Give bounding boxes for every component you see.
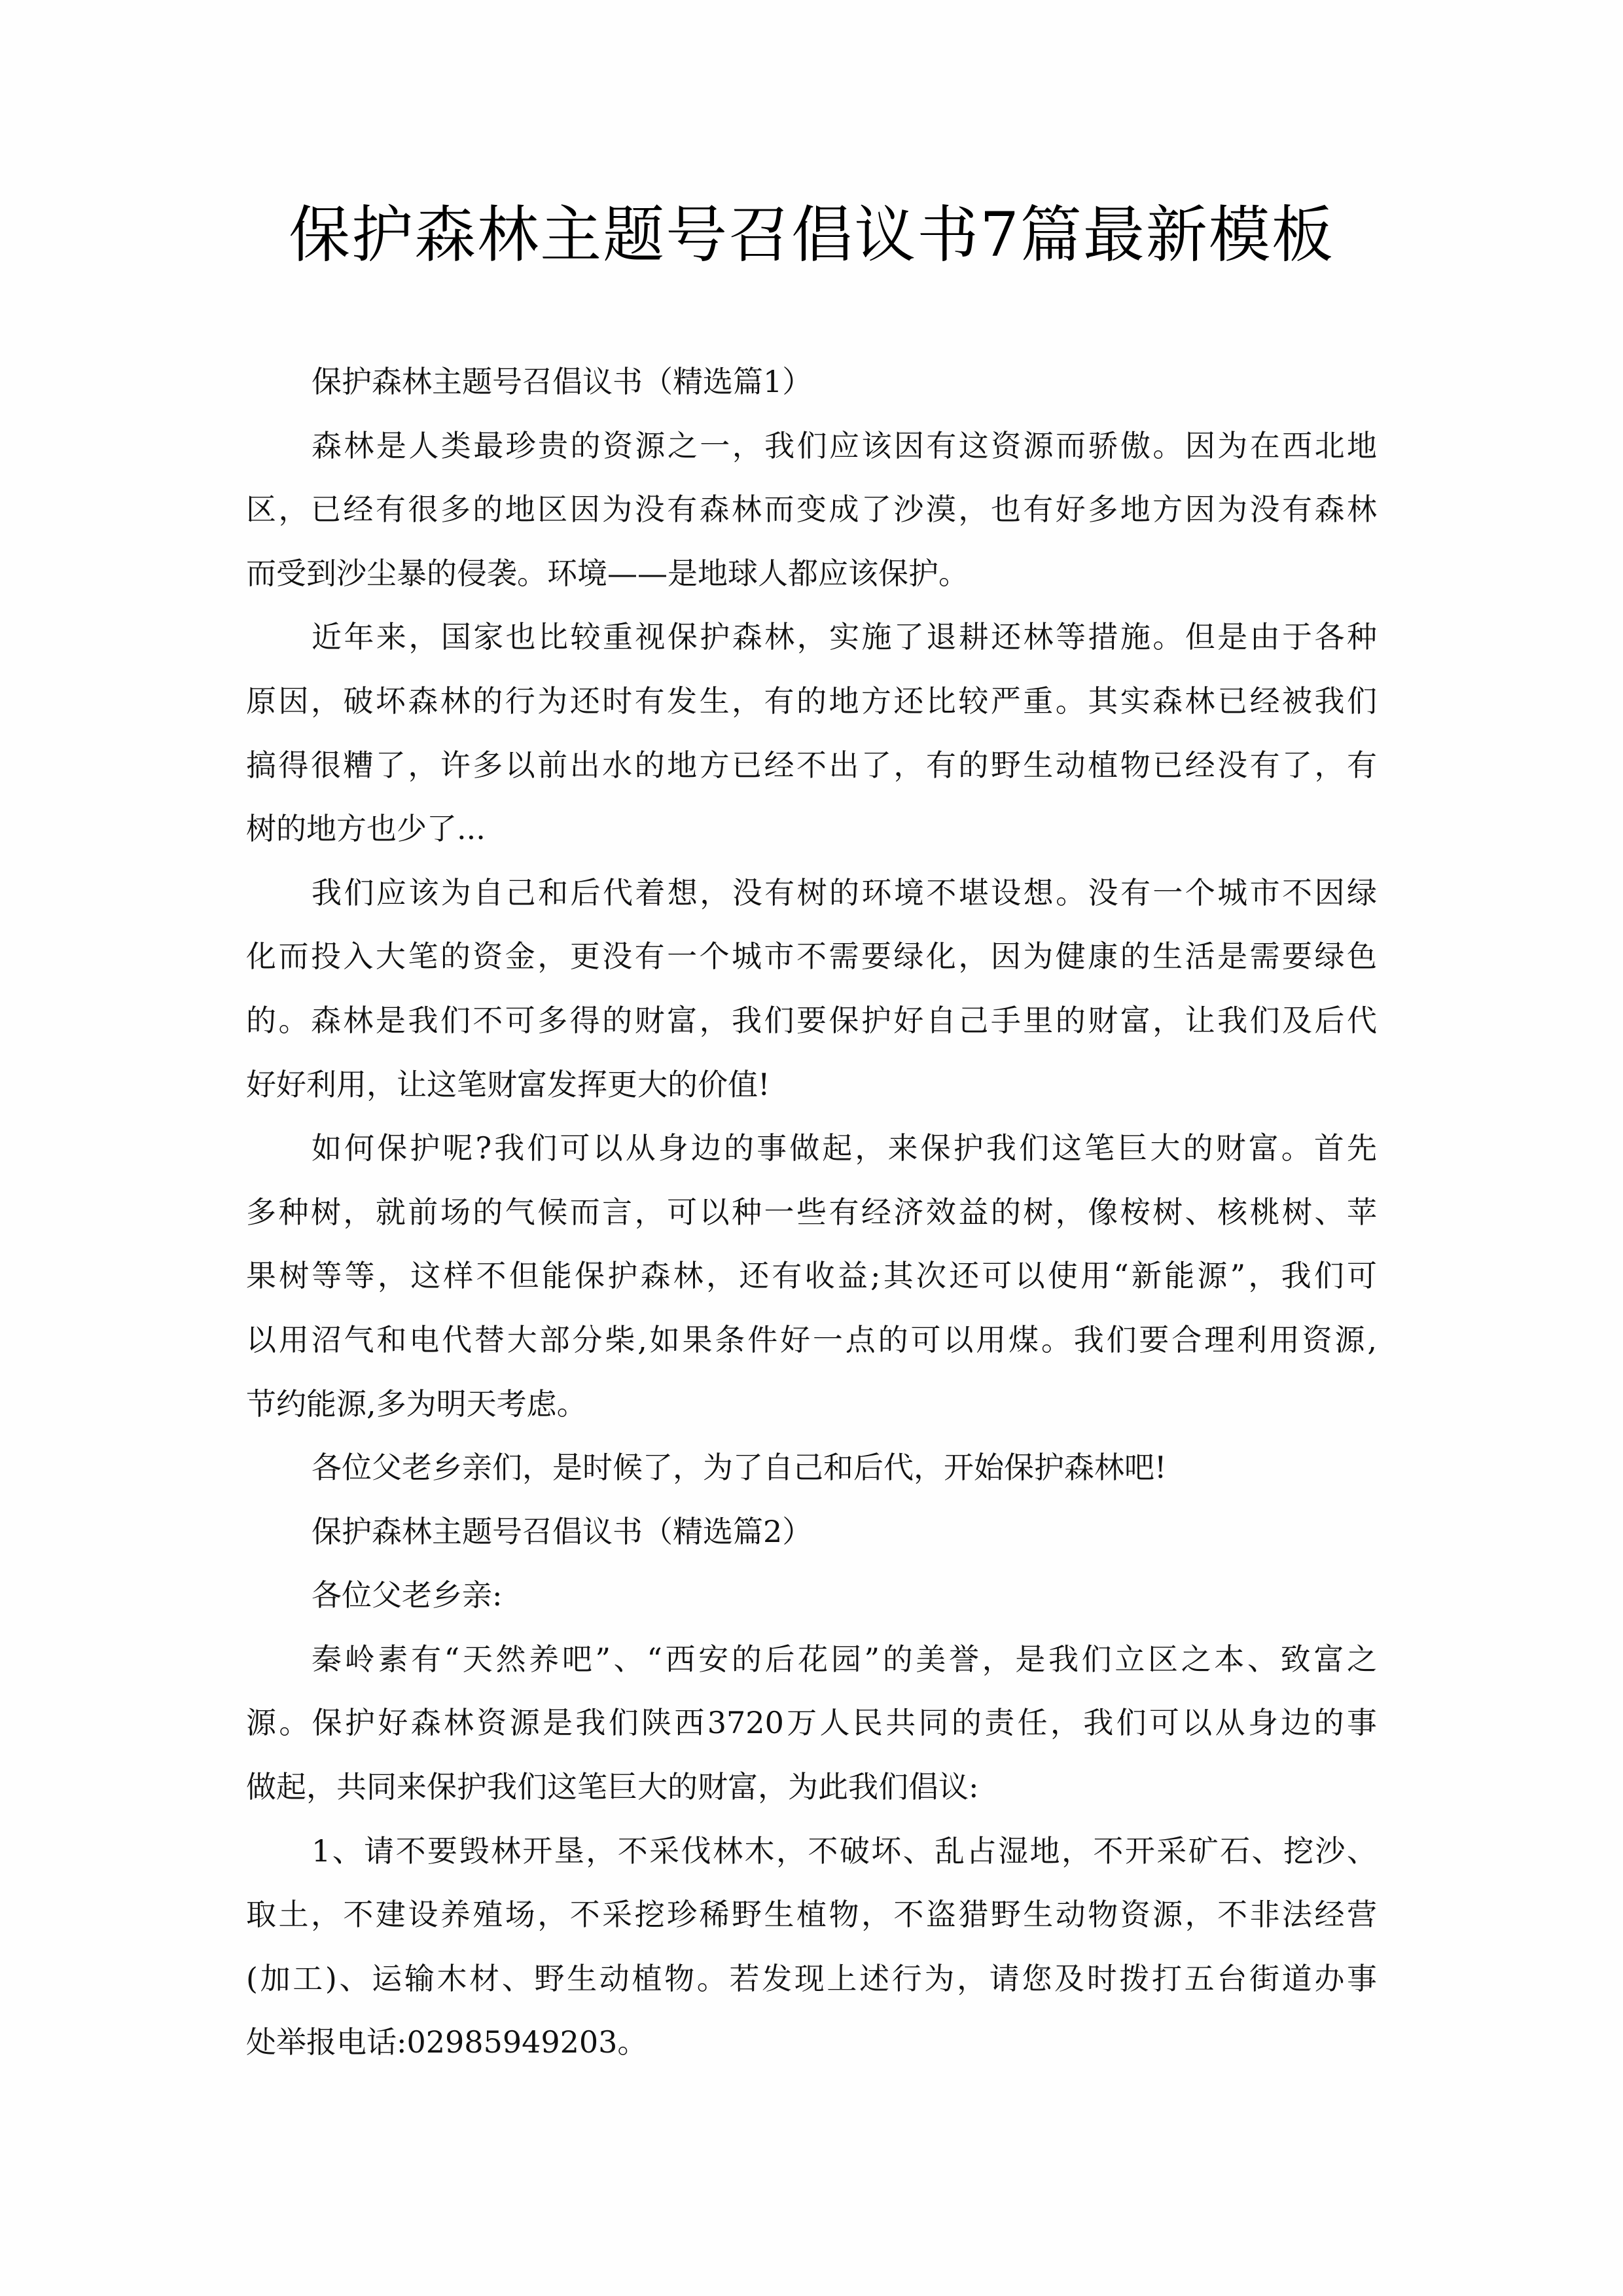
paragraph-line: 以用沼气和电代替大部分柴,如果条件好一点的可以用煤。我们要合理利用资源, [246, 1321, 1377, 1357]
paragraph-line: 原因，破坏森林的行为还时有发生，有的地方还比较严重。其实森林已经被我们 [246, 683, 1377, 719]
paragraph-line: 秦岭素有“天然养吧”、“西安的后花园”的美誉，是我们立区之本、致富之 [312, 1641, 1377, 1677]
paragraph-line: 化而投入大笔的资金，更没有一个城市不需要绿化，因为健康的生活是需要绿色 [246, 939, 1377, 975]
paragraph-line: 取土，不建设养殖场，不采挖珍稀野生植物，不盗猎野生动物资源，不非法经营 [246, 1897, 1377, 1933]
paragraph-line: 搞得很糟了，许多以前出水的地方已经不出了，有的野生动植物已经没有了，有 [246, 747, 1377, 783]
paragraph-line: 而受到沙尘暴的侵袭。环境——是地球人都应该保护。 [246, 555, 969, 591]
paragraph-line: 节约能源,多为明天考虑。 [246, 1386, 587, 1422]
paragraph-line: (加工)、运输木材、野生动植物。若发现上述行为，请您及时拨打五台街道办事 [246, 1960, 1377, 1996]
document-title: 保护森林主题号召倡议书7篇最新模板 [289, 200, 1334, 271]
paragraph-line: 各位父老乡亲们，是时候了，为了自己和后代，开始保护森林吧! [312, 1450, 1167, 1486]
paragraph-line: 各位父老乡亲: [312, 1577, 503, 1613]
paragraph-line: 做起，共同来保护我们这笔巨大的财富，为此我们倡议: [246, 1769, 979, 1805]
document-body [246, 350, 1377, 2075]
paragraph-line: 近年来，国家也比较重视保护森林，实施了退耕还林等措施。但是由于各种 [312, 619, 1377, 655]
paragraph-line: 处举报电话:02985949203。 [246, 2024, 648, 2060]
paragraph-line: 区，已经有很多的地区因为没有森林而变成了沙漠，也有好多地方因为没有森林 [246, 492, 1377, 528]
paragraph-line: 多种树，就前场的气候而言，可以种一些有经济效益的树，像桉树、核桃树、苹 [246, 1194, 1377, 1230]
paragraph-line: 好好利用，让这笔财富发挥更大的价值! [246, 1066, 770, 1102]
section-heading: 保护森林主题号召倡议书（精选篇2） [312, 1513, 813, 1549]
paragraph-line: 我们应该为自己和后代着想，没有树的环境不堪设想。没有一个城市不因绿 [312, 874, 1377, 910]
paragraph-line: 的。森林是我们不可多得的财富，我们要保护好自己手里的财富，让我们及后代 [246, 1002, 1377, 1038]
paragraph-line: 源。保护好森林资源是我们陕西3720万人民共同的责任，我们可以从身边的事 [246, 1705, 1377, 1741]
paragraph-line: 果树等等，这样不但能保护森林，还有收益;其次还可以使用“新能源”，我们可 [246, 1258, 1377, 1294]
paragraph-line: 树的地方也少了... [246, 811, 486, 847]
paragraph-line: 1、请不要毁林开垦，不采伐林木，不破坏、乱占湿地，不开采矿石、挖沙、 [312, 1833, 1377, 1869]
section-heading: 保护森林主题号召倡议书（精选篇1） [312, 364, 813, 399]
paragraph-line: 森林是人类最珍贵的资源之一，我们应该因有这资源而骄傲。因为在西北地 [312, 427, 1377, 463]
paragraph-line: 如何保护呢?我们可以从身边的事做起，来保护我们这笔巨大的财富。首先 [312, 1130, 1377, 1166]
